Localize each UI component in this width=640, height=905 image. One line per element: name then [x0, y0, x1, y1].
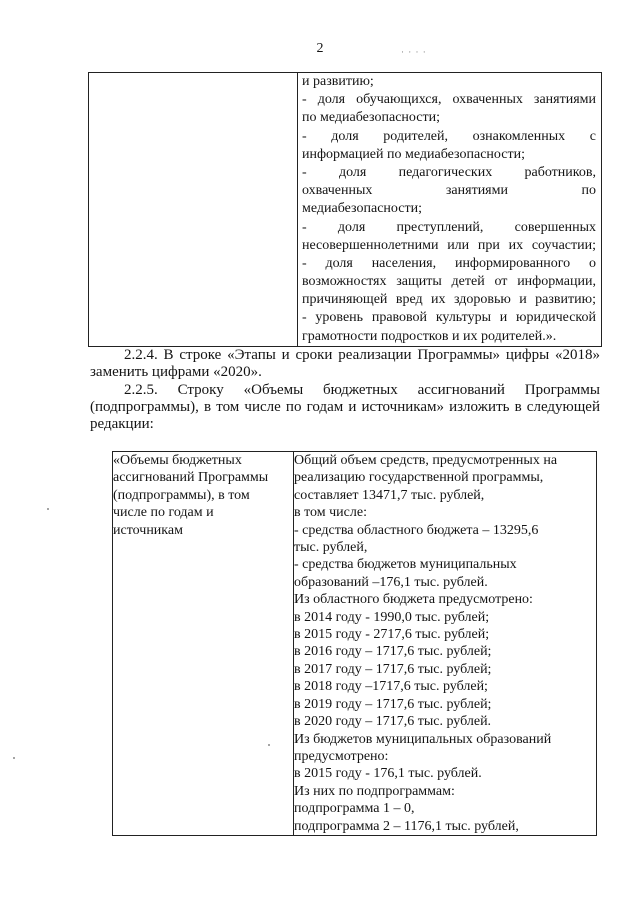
budget-allocations-table	[112, 451, 597, 836]
table-line: - доля педагогических работников,	[302, 164, 596, 180]
value-line: в 2018 году –1717,6 тыс. рублей;	[294, 679, 488, 695]
value-line: реализацию государственной программы,	[294, 470, 544, 486]
paragraph-2-2-5-line-2: (подпрограммы), в том числе по годам и источникам» изложить в следующей	[90, 399, 600, 415]
value-line: в 2016 году – 1717,6 тыс. рублей;	[294, 644, 492, 660]
indicators-table-right-cell	[298, 73, 602, 347]
table-line: информацией по медиабезопасности;	[302, 146, 525, 162]
budget-table-label-cell	[113, 452, 294, 836]
table-line: несовершеннолетними или при их соучастии;	[302, 237, 596, 253]
paragraph-2-2-5-line-1: 2.2.5. Строку «Объемы бюджетных ассигнований Программы	[124, 382, 600, 398]
table-line: и развитию;	[302, 74, 374, 89]
value-line: в 2014 году - 1990,0 тыс. рублей;	[294, 609, 490, 625]
value-line: в том числе:	[294, 505, 367, 521]
value-line: Общий объем средств, предусмотренных на	[294, 453, 558, 468]
label-line: «Объемы бюджетных	[113, 453, 242, 468]
table-line: - доля родителей, ознакомленных с	[302, 128, 596, 144]
value-line: - средства бюджетов муниципальных	[294, 557, 517, 573]
table-line: - уровень правовой культуры и юридической	[302, 310, 596, 326]
value-line: Из областного бюджета предусмотрено:	[294, 592, 533, 608]
value-line: предусмотрено:	[294, 748, 389, 764]
table-line: охваченных занятиями по	[302, 183, 596, 199]
paragraph-2-2-4-line-1: 2.2.4. В строке «Этапы и сроки реализации Программы» цифры «2018»	[124, 347, 600, 363]
scan-speck	[13, 757, 15, 759]
table-line: грамотности подростков и их родителей.».	[302, 328, 557, 344]
value-line: Из них по подпрограммам:	[294, 783, 455, 799]
table-line: причиняющей вред их здоровью и развитию;	[302, 292, 596, 308]
label-line: (подпрограммы), в том	[113, 487, 250, 503]
value-line: подпрограмма 2 – 1176,1 тыс. рублей,	[294, 818, 519, 834]
budget-table-value-cell	[294, 452, 597, 836]
value-line: в 2015 году - 2717,6 тыс. рублей;	[294, 627, 490, 643]
value-line: Из бюджетов муниципальных образований	[294, 731, 552, 747]
scan-speck	[268, 744, 270, 746]
table-line: медиабезопасности;	[302, 201, 422, 217]
value-line: подпрограмма 1 – 0,	[294, 801, 415, 817]
scan-mark: · · · ·	[401, 47, 427, 57]
table-line: - доля преступлений, совершенных	[302, 219, 596, 235]
indicators-table-left-cell	[89, 73, 298, 347]
label-line: числе по годам и	[113, 505, 214, 521]
value-line: образований –176,1 тыс. рублей.	[294, 574, 488, 590]
value-line: тыс. рублей,	[294, 540, 368, 556]
value-line: в 2017 году – 1717,6 тыс. рублей;	[294, 661, 492, 677]
table-line: - доля обучающихся, охваченных занятиями	[302, 92, 596, 108]
value-line: составляет 13471,7 тыс. рублей,	[294, 487, 485, 503]
indicators-table-continuation	[88, 72, 602, 347]
table-line: по медиабезопасности;	[302, 110, 440, 126]
paragraph-2-2-4-line-2: заменить цифрами «2020».	[90, 364, 262, 380]
label-line: источникам	[113, 522, 183, 538]
value-line: - средства областного бюджета – 13295,6	[294, 522, 539, 538]
table-line: - доля населения, информированного о	[302, 255, 596, 271]
value-line: в 2015 году - 176,1 тыс. рублей.	[294, 766, 482, 782]
scan-speck	[47, 508, 49, 510]
page-number: 2	[316, 41, 324, 56]
value-line: в 2020 году – 1717,6 тыс. рублей.	[294, 714, 492, 730]
value-line: в 2019 году – 1717,6 тыс. рублей;	[294, 696, 492, 712]
label-line: ассигнований Программы	[113, 470, 269, 486]
paragraph-2-2-5-line-3: редакции:	[90, 416, 154, 432]
table-line: возможностях защиты детей от информации,	[302, 274, 596, 290]
